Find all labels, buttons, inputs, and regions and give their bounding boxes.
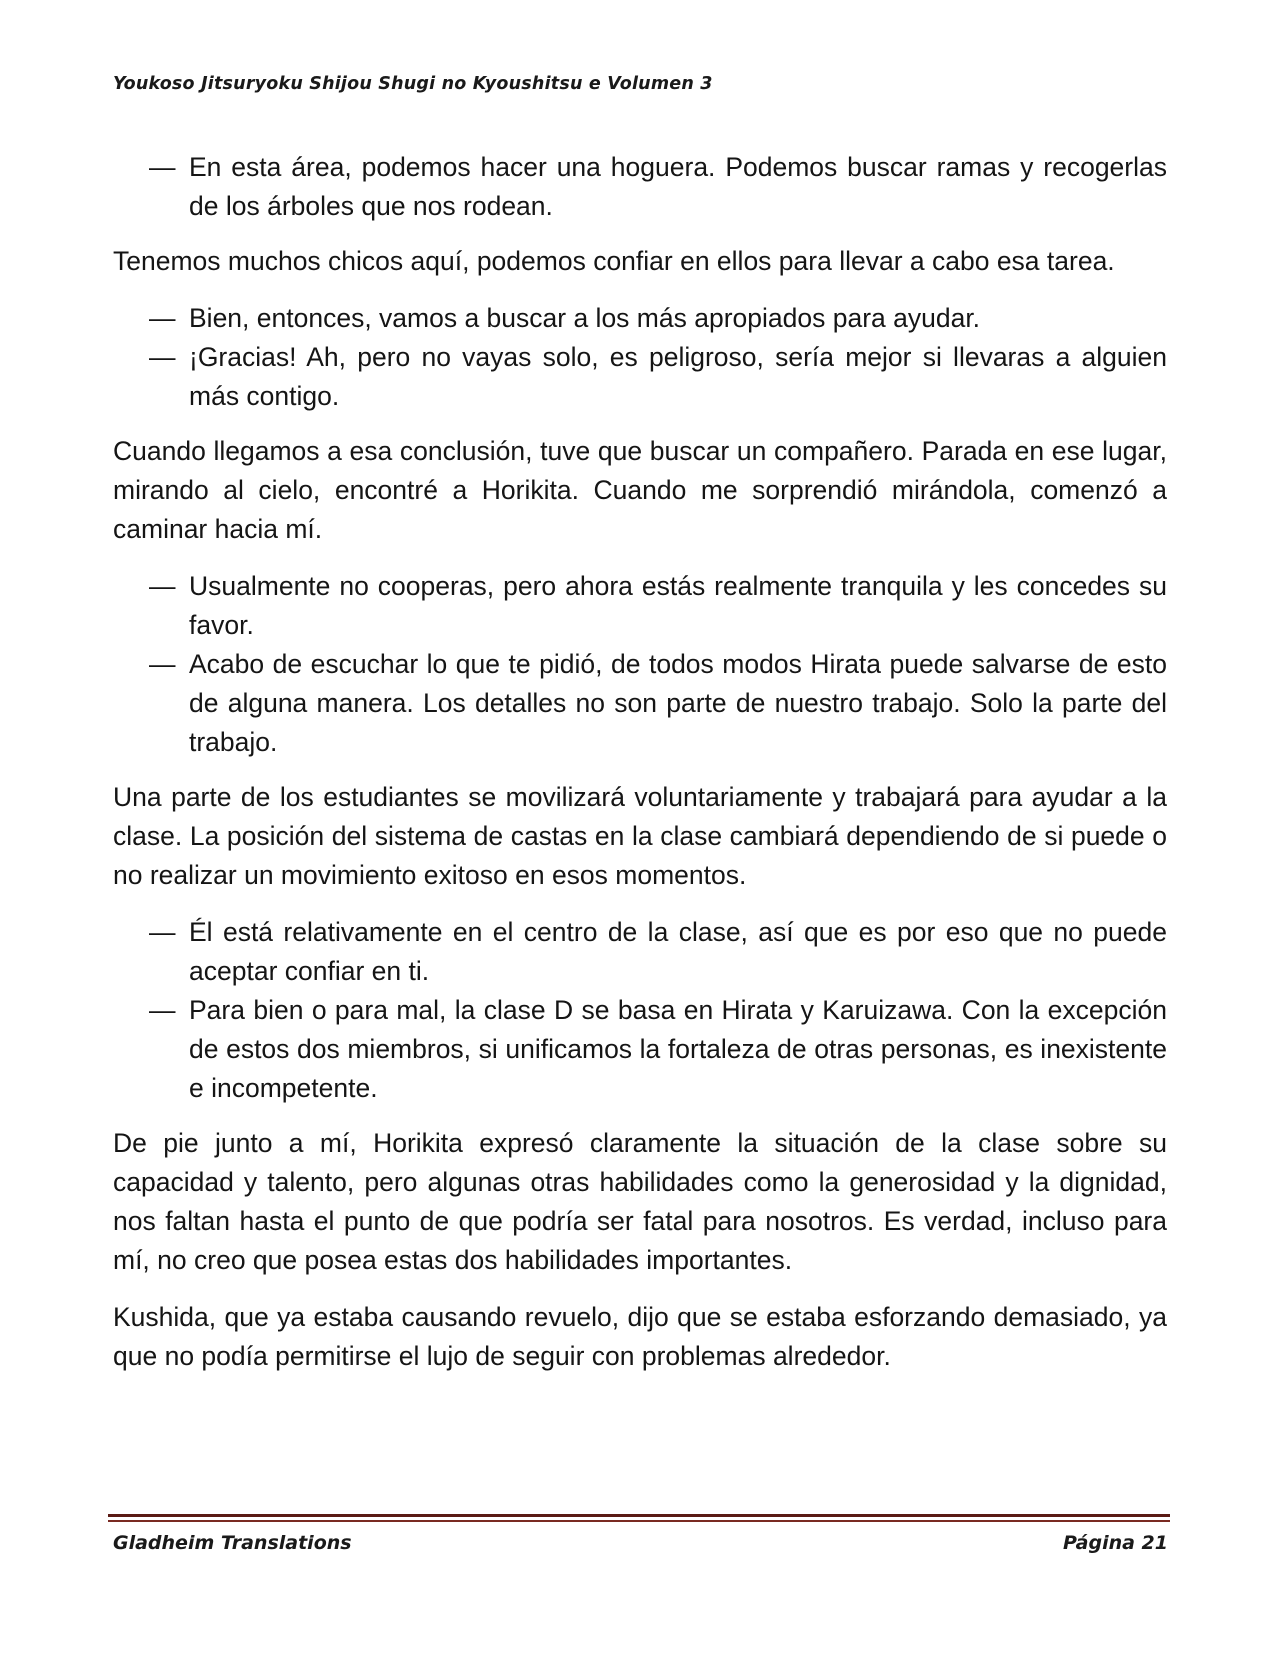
page-number: Página 21 (1062, 1532, 1168, 1554)
dialogue-text: Bien, entonces, vamos a buscar a los más apropiados para ayudar. (189, 303, 981, 333)
running-header: Youkoso Jitsuryoku Shijou Shugi no Kyoushitsu e Volumen 3 (113, 74, 713, 94)
footer-rule-thick (108, 1514, 1170, 1517)
body-text (113, 148, 1167, 1394)
dialogue-dash: — (149, 649, 176, 679)
dialogue-line (113, 338, 1167, 416)
dialogue-line (113, 645, 1167, 762)
dialogue-text: ¡Gracias! Ah, pero no vayas solo, es peligroso, sería mejor si llevaras a alguien más contigo. (189, 342, 1167, 411)
paragraph: Tenemos muchos chicos aquí, podemos confiar en ellos para llevar a cabo esa tarea. (113, 246, 1115, 276)
dialogue-line (113, 148, 1167, 226)
dialogue-text: Para bien o para mal, la clase D se basa en Hirata y Karuizawa. Con la excepción de estos dos miembros, si unificamos la fortaleza de otras personas, es inexistente e incompetente. (189, 995, 1167, 1103)
dialogue-line (113, 567, 1167, 645)
dialogue-dash: — (149, 571, 176, 601)
dialogue-text: En esta área, podemos hacer una hoguera. Podemos buscar ramas y recogerlas de los árboles que nos rodean. (189, 152, 1167, 221)
dialogue-group-4 (113, 913, 1167, 1108)
paragraph: Cuando llegamos a esa conclusión, tuve que buscar un compañero. Parada en ese lugar, mirando al cielo, encontré a Horikita. Cuando me sorprendió mirándola, comenzó a caminar hacia mí. (113, 436, 1167, 544)
paragraph: De pie junto a mí, Horikita expresó claramente la situación de la clase sobre su capacidad y talento, pero algunas otras habilidades como la generosidad y la dignidad, nos faltan hasta el punto de que podría ser fatal para nosotros. Es verdad, incluso para mí, no creo que posea estas dos habilidades importantes. (113, 1128, 1167, 1275)
dialogue-group-3 (113, 567, 1167, 762)
dialogue-line (113, 299, 1167, 338)
footer-rule-thin (108, 1520, 1170, 1522)
dialogue-dash: — (149, 995, 176, 1025)
dialogue-dash: — (149, 917, 176, 947)
dialogue-group-2 (113, 299, 1167, 416)
dialogue-dash: — (149, 152, 176, 182)
dialogue-line (113, 991, 1167, 1108)
dialogue-text: Acabo de escuchar lo que te pidió, de todos modos Hirata puede salvarse de esto de alguna manera. Los detalles no son parte de nuestro trabajo. Solo la parte del trabajo. (189, 649, 1167, 757)
dialogue-dash: — (149, 303, 176, 333)
dialogue-text: Usualmente no cooperas, pero ahora estás realmente tranquila y les concedes su favor. (189, 571, 1167, 640)
paragraph: Una parte de los estudiantes se movilizará voluntariamente y trabajará para ayudar a la clase. La posición del sistema de castas en la clase cambiará dependiendo de si puede o no realizar un movimiento exitoso en esos momentos. (113, 782, 1167, 890)
paragraph: Kushida, que ya estaba causando revuelo, dijo que se estaba esforzando demasiado, ya que no podía permitirse el lujo de seguir con problemas alrededor. (113, 1302, 1167, 1371)
footer-credit: Gladheim Translations (113, 1532, 352, 1554)
dialogue-group-1 (113, 148, 1167, 226)
dialogue-text: Él está relativamente en el centro de la clase, así que es por eso que no puede aceptar confiar en ti. (189, 917, 1167, 986)
dialogue-dash: — (149, 342, 176, 372)
dialogue-line (113, 913, 1167, 991)
